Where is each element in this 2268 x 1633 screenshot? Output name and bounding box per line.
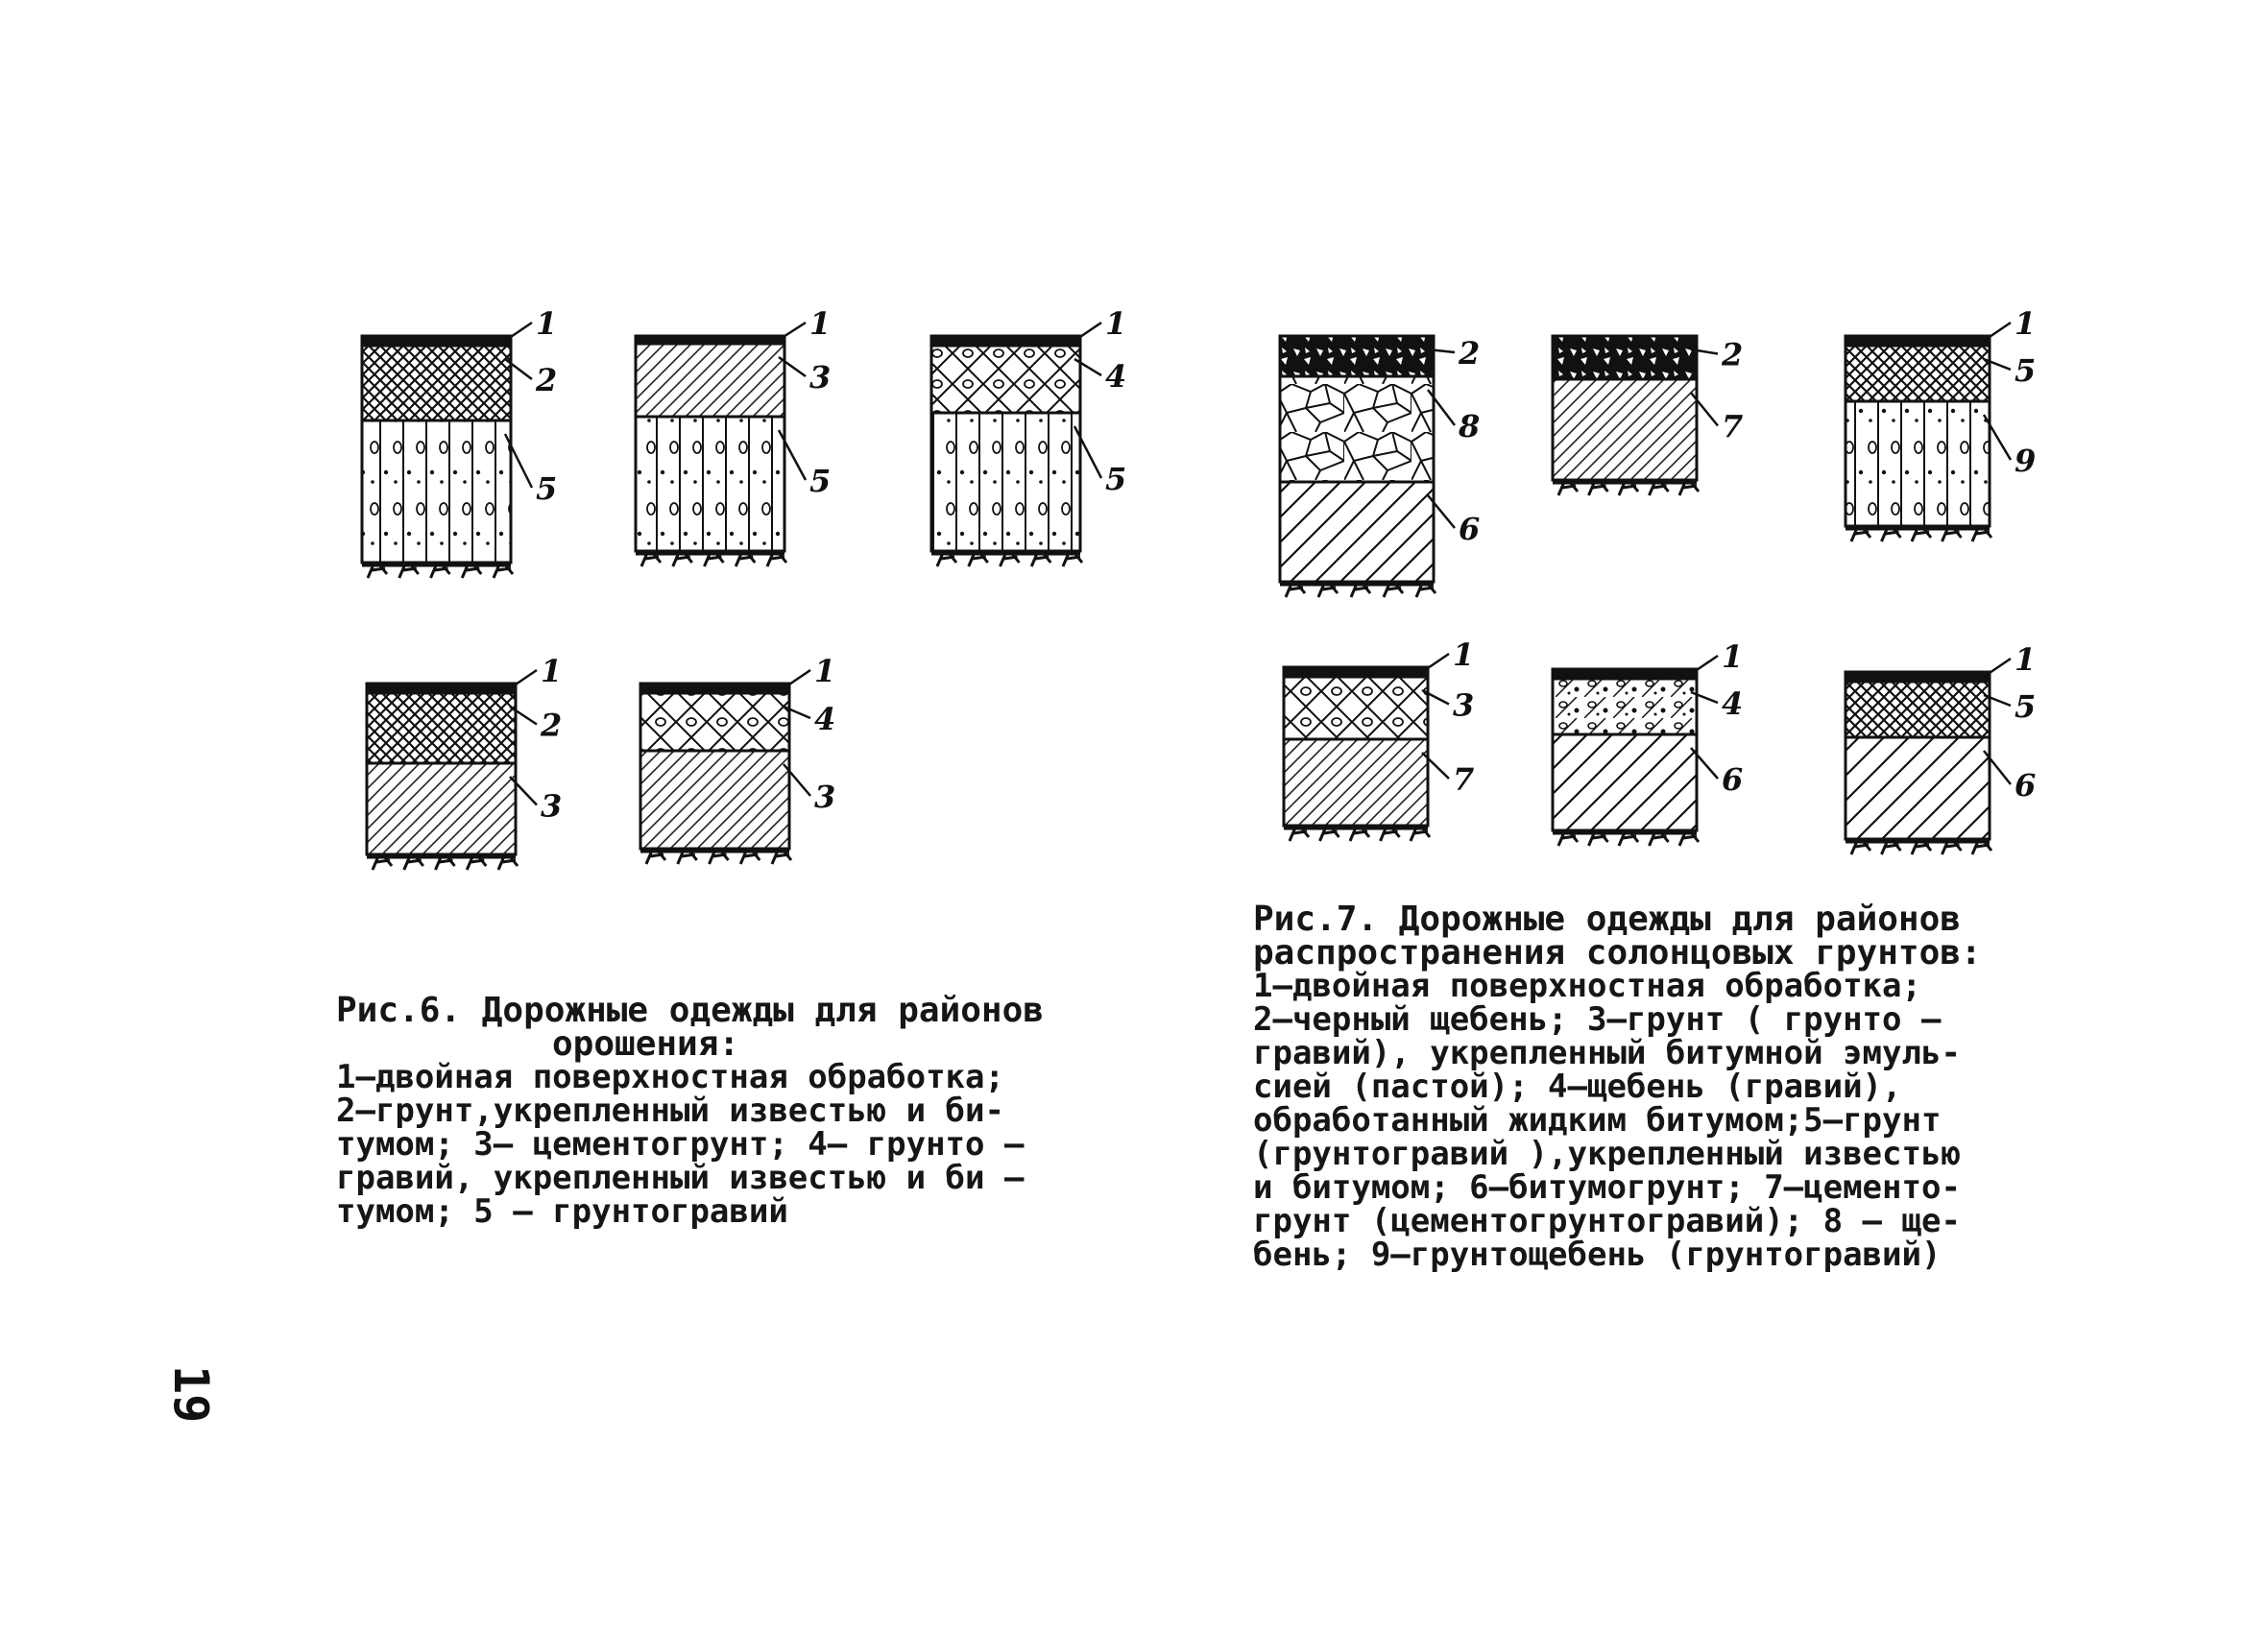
- layer-label: 2: [1459, 335, 1481, 372]
- figure6-caption-line: Рис.6. Дорожные одежды для районов: [336, 991, 1044, 1030]
- layer-label: 6: [1722, 761, 1744, 798]
- figure6-diagram: [640, 653, 835, 864]
- layer-label: 1: [814, 653, 836, 689]
- layer-2: [362, 346, 511, 420]
- layer-5: [1846, 346, 1990, 401]
- figure6-caption-line: 1–двойная поверхностная обработка;: [336, 1058, 1004, 1096]
- leader-line: [1422, 654, 1449, 672]
- figure7-caption-line: и битумом; 6–битумогрунт; 7–цементо-: [1253, 1168, 1961, 1207]
- figure7-caption-line: обработанный жидким битумом;5–грунт: [1253, 1101, 1942, 1140]
- leader-line: [784, 670, 810, 688]
- figure7-diagram: [1553, 638, 1743, 846]
- layer-label: 5: [536, 470, 558, 507]
- figure6-caption-line: тумом; 3– цементогрунт; 4– грунто –: [336, 1125, 1025, 1164]
- layer-label: 3: [814, 779, 836, 815]
- layer-3: [640, 751, 789, 849]
- layer-label: 4: [1105, 358, 1127, 395]
- layer-label: 4: [1722, 685, 1744, 722]
- layer-label: 2: [536, 362, 558, 398]
- layer-2: [1280, 336, 1434, 376]
- figure7-caption-line: распространения солонцовых грунтов:: [1253, 933, 1982, 973]
- layer-5: [636, 417, 784, 551]
- figure6-diagram: [636, 305, 831, 566]
- layer-label: 1: [2015, 305, 2037, 342]
- figure6-diagram: [367, 653, 562, 870]
- figure7-caption-line: бень; 9–грунтощебень (грунтогравий): [1253, 1236, 1942, 1274]
- layer-label: 3: [541, 787, 563, 825]
- layer-label: 1: [1105, 305, 1127, 342]
- layer-label: 2: [1722, 336, 1744, 373]
- figure6-diagram: [362, 305, 557, 578]
- figure7-diagram: [1846, 641, 2036, 854]
- figure7-caption-line: сией (пастой); 4–щебень (гравий),: [1253, 1068, 1902, 1106]
- layer-label: 5: [809, 463, 832, 499]
- layer-label: 7: [1722, 408, 1744, 445]
- leader-line: [510, 670, 537, 688]
- layer-4: [1553, 679, 1697, 734]
- layer-label: 6: [1459, 511, 1481, 547]
- layer-9: [1846, 401, 1990, 526]
- layer-7: [1284, 739, 1428, 826]
- figure7-diagram: [1280, 335, 1480, 597]
- layer-label: 2: [541, 707, 563, 744]
- layer-label: 5: [2015, 688, 2037, 725]
- layer-5: [1846, 682, 1990, 737]
- page-number: 19: [163, 1365, 219, 1424]
- layer-label: 1: [1453, 636, 1475, 673]
- figure7-diagrams: [1280, 305, 2036, 854]
- layer-4: [931, 346, 1080, 413]
- figure7-caption-line: Рис.7. Дорожные одежды для районов: [1253, 900, 1961, 939]
- layer-7: [1553, 379, 1697, 480]
- figure6-diagrams: [362, 305, 1126, 870]
- layer-5: [931, 413, 1080, 551]
- layer-label: 1: [541, 653, 563, 689]
- leader-line: [779, 323, 806, 340]
- layer-label: 1: [809, 305, 832, 342]
- leader-line: [1984, 659, 2011, 677]
- figure6-caption: [336, 991, 1104, 1231]
- figure6-caption-line: орошения:: [552, 1024, 740, 1064]
- figure7-caption-line: 2–черный щебень; 3–грунт ( грунто –: [1253, 1000, 1942, 1039]
- figure7-caption: [1253, 902, 2050, 1272]
- layer-label: 1: [1722, 638, 1744, 675]
- layer-2: [367, 693, 516, 763]
- figure7-caption-line: гравий), укрепленный битумной эмуль-: [1253, 1034, 1961, 1072]
- layer-2: [1553, 336, 1697, 379]
- figure7-caption-line: (грунтогравий ),укрепленный известью: [1253, 1135, 1961, 1173]
- layer-label: 8: [1459, 408, 1481, 444]
- layer-3: [1284, 677, 1428, 739]
- layer-label: 5: [1105, 461, 1127, 497]
- figure6-caption-line: гравий, укрепленный известью и би –: [336, 1159, 1025, 1197]
- figure7-diagram: [1553, 336, 1743, 495]
- layer-3: [636, 344, 784, 417]
- figure7-diagram: [1846, 305, 2036, 541]
- figure7-diagram: [1284, 636, 1474, 841]
- figure7-caption-line: грунт (цементогрунтогравий); 8 – ще-: [1253, 1202, 1961, 1240]
- layer-4: [640, 693, 789, 751]
- layer-6: [1846, 737, 1990, 839]
- figure7-caption-line: 1–двойная поверхностная обработка;: [1253, 967, 1921, 1005]
- layer-label: 9: [2015, 443, 2037, 479]
- layer-5: [362, 420, 511, 563]
- layer-label: 1: [536, 305, 558, 342]
- layer-label: 5: [2015, 352, 2037, 389]
- layer-label: 4: [814, 701, 836, 737]
- layer-label: 7: [1453, 761, 1475, 798]
- layer-6: [1553, 734, 1697, 830]
- leader-line: [1984, 323, 2011, 341]
- layer-label: 6: [2015, 767, 2037, 804]
- layer-6: [1280, 482, 1434, 582]
- layer-label: 1: [2015, 641, 2037, 678]
- leader-line: [505, 323, 532, 341]
- layer-label: 3: [809, 359, 832, 396]
- leader-line: [1074, 323, 1101, 341]
- layer-8: [1280, 376, 1434, 482]
- layer-label: 3: [1453, 686, 1475, 724]
- figure6-diagram: [931, 305, 1126, 566]
- leader-line: [1691, 656, 1718, 674]
- figure6-caption-line: тумом; 5 – грунтогравий: [336, 1192, 788, 1231]
- layer-3: [367, 763, 516, 854]
- figure6-caption-line: 2–грунт,укрепленный известью и би-: [336, 1092, 1004, 1130]
